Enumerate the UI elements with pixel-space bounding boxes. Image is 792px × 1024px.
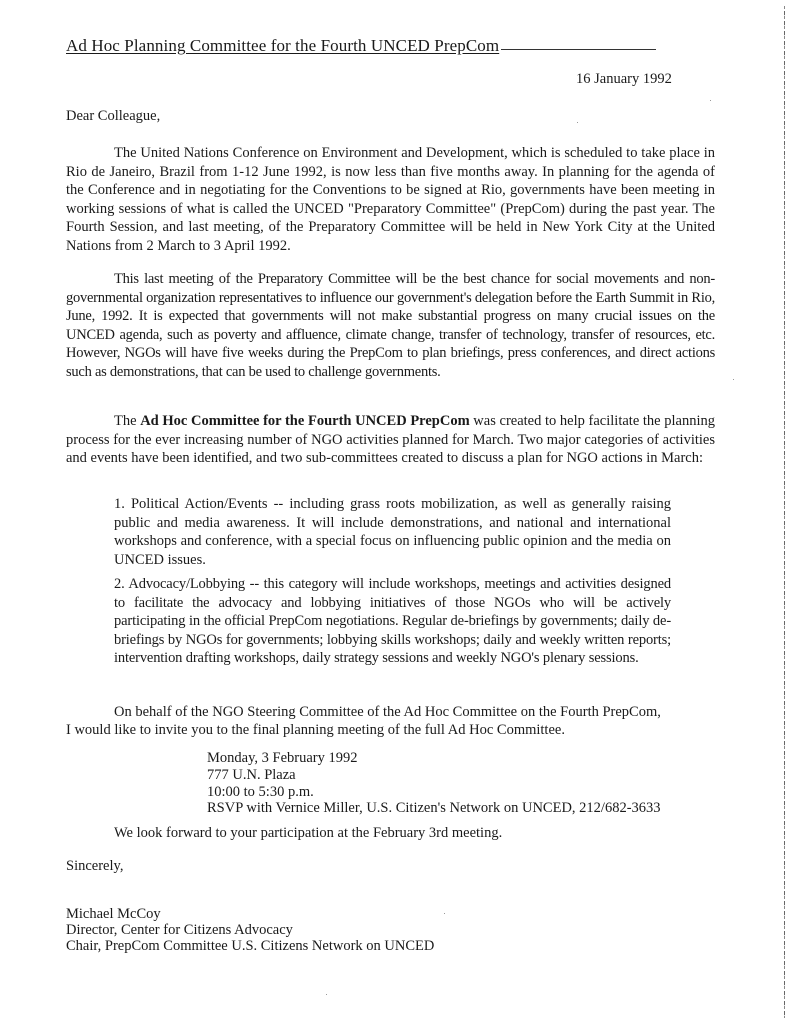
scan-speck <box>577 122 578 123</box>
scan-speck <box>733 379 734 380</box>
paragraph-prepcom-chance: This last meeting of the Preparatory Committee will be the best chance for social movements and non-governmental organization representatives to influence our government's delegation before the Earth Summit in Rio, June, 1992. It is expected that governments will not make substantial progress on many crucial issues on the UNCED agenda, such as poverty and affluence, climate change, transfer of technology, transfer of resources, etc. However, NGOs will have five weeks during the PrepCom to plan briefings, press conferences, and direct actions such as demonstrations, that can be used to challenge governments. <box>66 271 715 380</box>
sign-off: Sincerely, <box>66 858 124 874</box>
scan-speck <box>326 994 327 995</box>
paragraph-lead: The <box>114 413 141 429</box>
committee-name-bold: Ad Hoc Committee for the Fourth UNCED PrepCom <box>140 413 470 429</box>
salutation: Dear Colleague, <box>66 108 161 124</box>
paragraph-rest: was created to help facilitate the planning process for the ever increasing number of NGO activities planned for March. Two major categories of activities and events have been identified, and two sub-committees created to discuss a plan for NGO actions in March: <box>66 413 716 467</box>
invitation-line-2: I would like to invite you to the final planning meeting of the full Ad Hoc Committee. <box>66 722 565 738</box>
letterhead <box>66 36 692 56</box>
signer-name: Michael McCoy <box>66 906 161 922</box>
paragraph-unced-intro: The United Nations Conference on Environment and Development, which is scheduled to take place in Rio de Janeiro, Brazil from 1-12 June 1992, is now less than five months away. In planning for the agenda of the Conference and in negotiating for the Conventions to be signed at Rio, governments have been meeting in working sessions of what is called the UNCED "Preparatory Committee" (PrepCom) during the past year. The Fourth Session, and last meeting, of the Preparatory Committee will be held in New York City at the United Nations from 2 March to 3 April 1992. <box>66 145 715 254</box>
invitation-line-1: On behalf of the NGO Steering Committee of the Ad Hoc Committee on the Fourth PrepCom, <box>114 704 661 720</box>
paragraph-ad-hoc-committee <box>66 412 715 468</box>
scan-speck <box>710 100 711 101</box>
meeting-date: Monday, 3 February 1992 <box>207 750 358 766</box>
letter-date: 16 January 1992 <box>576 71 672 87</box>
letterhead-title: Ad Hoc Planning Committee for the Fourth UNCED PrepCom <box>66 36 500 55</box>
signer-chair-role: Chair, PrepCom Committee U.S. Citizens Network on UNCED <box>66 938 435 954</box>
list-item-political-action: 1. Political Action/Events -- including grass roots mobilization, as well as generally raising public and media awareness. It will include demonstrations, and national and international workshops and conference, with a special focus on influencing public opinion and the media on UNCED issues. <box>114 496 671 568</box>
meeting-location: 777 U.N. Plaza <box>207 766 296 783</box>
meeting-details <box>207 750 661 817</box>
paragraph-invitation <box>66 703 726 739</box>
meeting-time: 10:00 to 5:30 p.m. <box>207 783 314 800</box>
letterhead-rule <box>501 48 656 50</box>
closing-line: We look forward to your participation at the February 3rd meeting. <box>114 825 503 841</box>
scan-speck <box>444 913 445 914</box>
meeting-rsvp: RSVP with Vernice Miller, U.S. Citizen's Network on UNCED, 212/682-3633 <box>207 800 661 817</box>
list-item-advocacy-lobbying: 2. Advocacy/Lobbying -- this category will include workshops, meetings and activities designed to facilitate the advocacy and lobbying initiatives of those NGOs who will be actively participating in the official PrepCom negotiations. Regular de-briefings by governments; daily de-briefings by NGOs for governments; lobbying skills workshops; daily and weekly written reports; intervention drafting workshops, daily strategy sessions and weekly NGO's plenary sessions. <box>114 576 671 667</box>
signature-block <box>66 906 434 954</box>
scan-page-edge <box>784 6 785 1018</box>
signer-title: Director, Center for Citizens Advocacy <box>66 922 293 938</box>
